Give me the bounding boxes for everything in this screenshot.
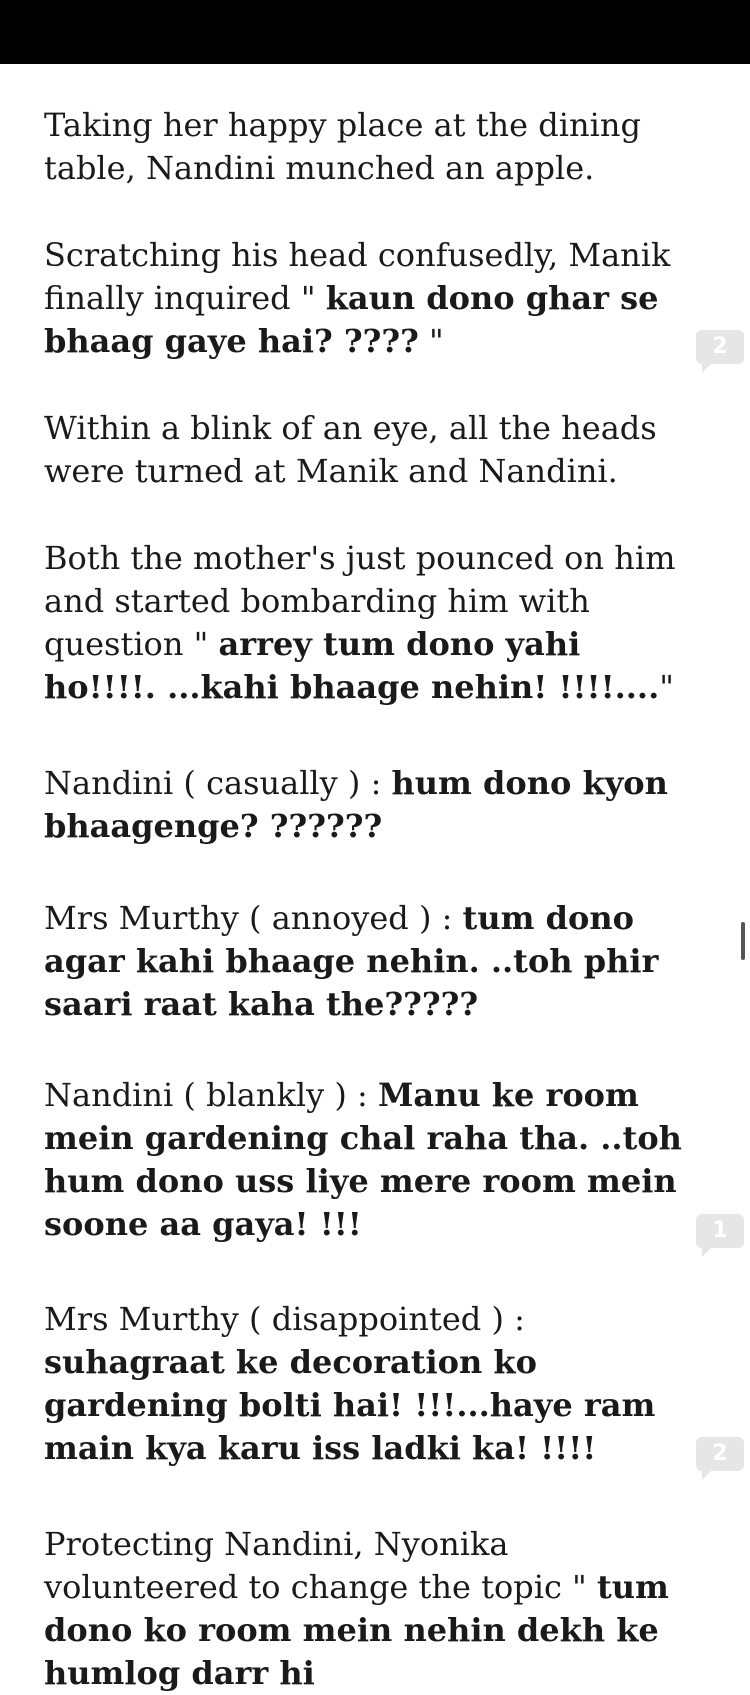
paragraph-text: Nandini ( blankly ) : (44, 1076, 378, 1114)
paragraph-dialogue: arrey tum dono yahi ho!!!!. ...kahi bhaage nehin! !!!!.... (44, 625, 660, 706)
paragraph-6 (44, 897, 684, 1026)
paragraph-2 (44, 234, 684, 363)
paragraph-tail: " (659, 668, 674, 706)
paragraph-dialogue: kaun dono ghar se bhaag gaye hai? ???? (44, 279, 659, 360)
paragraph-text: Protecting Nandini, Nyonika volunteered to change the topic " (44, 1525, 597, 1606)
paragraph-text: Within a blink of an eye, all the heads were turned at Manik and Nandini. (44, 409, 657, 490)
paragraph-9 (44, 1523, 684, 1695)
paragraph-text: Both the mother's just pounced on him and started bombarding him with question " (44, 539, 676, 663)
paragraph-text: Taking her happy place at the dining table, Nandini munched an apple. (44, 106, 641, 187)
paragraph-tail: " (418, 322, 444, 360)
paragraph-text: Nandini ( casually ) : (44, 764, 392, 802)
paragraph-dialogue: tum dono agar kahi bhaage nehin. ..toh phir saari raat kaha the????? (44, 899, 659, 1023)
speech-bubble-icon[interactable] (696, 1214, 744, 1248)
status-bar (0, 0, 750, 64)
scrollbar-thumb[interactable] (741, 922, 745, 960)
paragraph-dialogue: tum dono ko room mein nehin dekh ke humlog darr hi (44, 1568, 669, 1692)
paragraph-text: Mrs Murthy ( disappointed ) : (44, 1300, 525, 1338)
paragraph-1 (44, 104, 684, 190)
paragraph-text: Mrs Murthy ( annoyed ) : (44, 899, 463, 937)
paragraph-7 (44, 1074, 684, 1246)
paragraph-dialogue: hum dono kyon bhaagenge? ?????? (44, 764, 668, 845)
paragraph-dialogue: suhagraat ke decoration ko gardening bolti hai! !!!...haye ram main kya karu iss ladki ka! !!!! (44, 1343, 656, 1467)
paragraph-dialogue: Manu ke room mein gardening chal raha tha. ..toh hum dono uss liye mere room mein soone aa gaya! !!! (44, 1076, 682, 1243)
comment-count: 2 (712, 1441, 728, 1466)
speech-bubble-icon[interactable] (696, 1437, 744, 1471)
paragraph-text: Scratching his head confusedly, Manik finally inquired " (44, 236, 671, 317)
comment-count: 1 (712, 1218, 728, 1243)
paragraph-5 (44, 762, 684, 848)
paragraph-4 (44, 537, 684, 709)
speech-bubble-icon[interactable] (696, 330, 744, 364)
comment-count: 2 (712, 334, 728, 359)
paragraph-8 (44, 1298, 684, 1470)
paragraph-3 (44, 407, 684, 493)
